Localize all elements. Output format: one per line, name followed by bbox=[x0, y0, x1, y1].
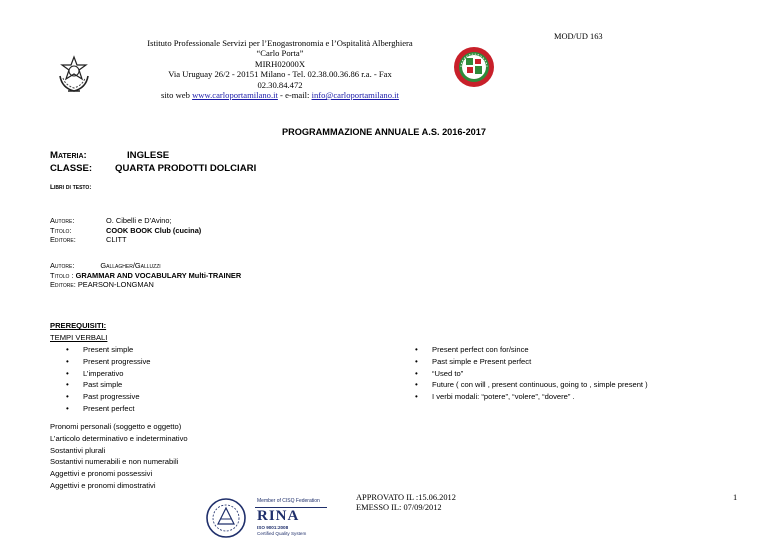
list-item: • Present perfect con for/since bbox=[415, 344, 755, 356]
list-item: L’articolo determinativo e indeterminativo bbox=[50, 433, 188, 443]
issued-date: EMESSO IL: 07/09/2012 bbox=[356, 503, 442, 513]
header-line-5: 02.30.84.472 bbox=[257, 79, 303, 90]
subject-block bbox=[50, 150, 92, 175]
book2-titolo-label: Titolo : bbox=[50, 270, 74, 280]
header-line-4: Via Uruguay 26/2 - 20151 Milano - Tel. 02.38.00.36.86 r.a. - Fax bbox=[168, 69, 392, 80]
book1-autore-label: Autore: bbox=[50, 216, 75, 225]
materia-label: Materia: bbox=[50, 150, 87, 161]
verb-tenses-right-list bbox=[415, 344, 755, 403]
book1-editore: CLITT bbox=[106, 235, 127, 245]
header-line-1: Istituto Professionale Servizi per l’Enogastronomia e l’Ospitalità Alberghiera bbox=[147, 38, 413, 48]
list-item: • “Used to” bbox=[415, 368, 755, 380]
approved-date: APPROVATO IL :15.06.2012 bbox=[356, 493, 456, 502]
list-item: • Future ( con will , present continuous, going to , simple present ) bbox=[415, 379, 755, 391]
book-1-labels bbox=[50, 216, 76, 245]
list-item: • Past simple bbox=[66, 379, 346, 391]
materia-value: INGLESE bbox=[127, 150, 170, 161]
book2-editore-label: Editore: bbox=[50, 280, 76, 290]
page-title: PROGRAMMAZIONE ANNUALE A.S. 2016-2017 bbox=[281, 127, 487, 137]
web-prefix: sito web bbox=[161, 90, 193, 101]
cert-system: Certified Quality System bbox=[257, 531, 307, 536]
book2-editore: PEARSON-LONGMAN bbox=[77, 280, 154, 290]
list-item: • Present perfect bbox=[66, 403, 346, 415]
header-line-web bbox=[110, 90, 450, 100]
header-line-2: “Carlo Porta” bbox=[256, 48, 304, 59]
website-link[interactable]: www.carloportamilano.it bbox=[192, 90, 278, 101]
book2-autore: Gallagher/Galluzzi bbox=[100, 261, 161, 270]
approval-dates bbox=[356, 493, 456, 514]
list-item: • I verbi modali: “potere”, “volere”, “dovere” . bbox=[415, 391, 755, 403]
list-item: • L’imperativo bbox=[66, 368, 346, 380]
book-2 bbox=[50, 261, 241, 290]
email-separator: - e-mail: bbox=[277, 90, 312, 101]
list-item: • Present simple bbox=[66, 344, 346, 356]
verb-tenses-left-list bbox=[66, 344, 346, 415]
document-code: MOD/UD 163 bbox=[554, 32, 603, 41]
book-1-values bbox=[106, 216, 201, 245]
list-item: Aggettivi e pronomi possessivi bbox=[50, 469, 153, 478]
book1-editore-label: Editore: bbox=[50, 235, 76, 245]
list-item: • Past simple e Present perfect bbox=[415, 356, 755, 368]
book1-titolo-label: Titolo: bbox=[50, 225, 72, 235]
list-item: • Past progressive bbox=[66, 391, 346, 403]
list-item: Pronomi personali (soggetto e oggetto) bbox=[50, 422, 182, 431]
rina-certification-logo bbox=[205, 497, 335, 539]
school-header bbox=[110, 38, 450, 100]
prereq-subheading: TEMPI VERBALI bbox=[50, 332, 108, 342]
book1-titolo: COOK BOOK Club (cucina) bbox=[106, 225, 202, 235]
cert-iso: ISO 9001:2008 bbox=[257, 525, 289, 530]
list-item: Aggettivi e pronomi dimostrativi bbox=[50, 480, 156, 490]
classe-label: CLASSE: bbox=[50, 162, 93, 174]
list-item: • Present progressive bbox=[66, 356, 346, 368]
page-number: 1 bbox=[733, 493, 738, 502]
header-line-3: MIRH02000X bbox=[254, 58, 306, 69]
prereq-heading: PREREQUISITI: bbox=[50, 321, 107, 330]
cert-member-text: Member of CISQ Federation bbox=[257, 498, 320, 504]
email-link[interactable]: info@carloportamilano.it bbox=[311, 90, 399, 101]
other-prerequisites bbox=[50, 421, 188, 492]
subject-values bbox=[115, 150, 256, 175]
cert-brand: RINA bbox=[257, 508, 300, 524]
book2-titolo: GRAMMAR AND VOCABULARY Multi-TRAINER bbox=[75, 270, 242, 280]
book2-autore-label: Autore: bbox=[50, 261, 75, 270]
republic-emblem-icon bbox=[56, 54, 92, 94]
book1-autore: O. Cibelli e D’Avino; bbox=[106, 216, 172, 225]
prerequisites-heading bbox=[50, 320, 107, 344]
list-item: Sostantivi numerabili e non numerabili bbox=[50, 457, 179, 467]
classe-value: QUARTA PRODOTTI DOLCIARI bbox=[115, 162, 257, 174]
school-logo-icon bbox=[453, 46, 495, 88]
textbooks-label: Libri di testo: bbox=[50, 184, 92, 191]
list-item: Sostantivi plurali bbox=[50, 445, 106, 455]
